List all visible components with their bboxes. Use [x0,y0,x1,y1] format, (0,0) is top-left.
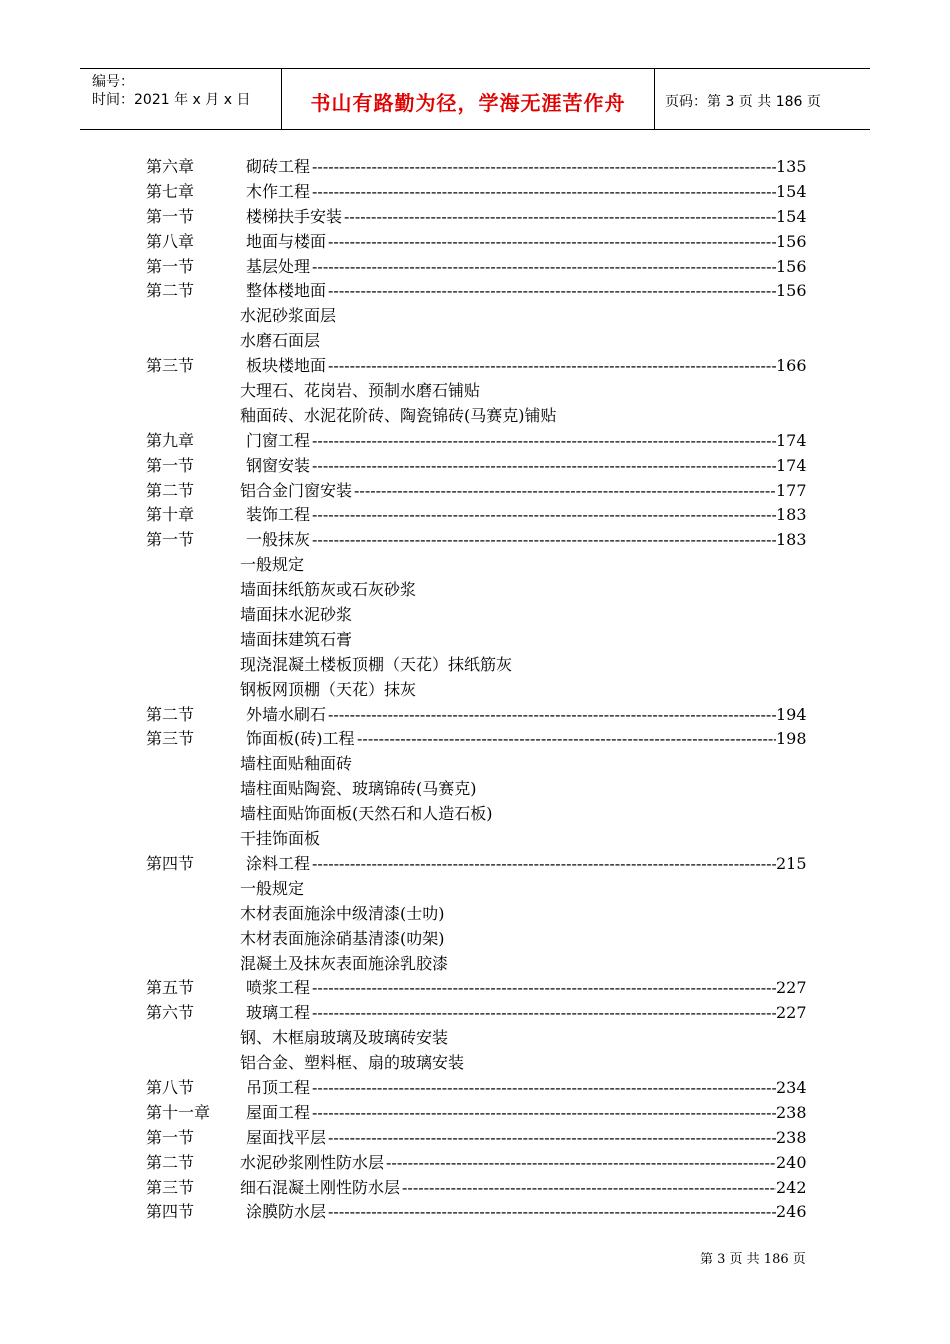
toc-leader-dashes [312,976,776,1001]
toc-entry-title: 门窗工程 [246,430,311,450]
toc-leader-dashes [312,852,776,877]
toc-sub-entry [0,752,950,777]
toc-entry-title: 铝合金门窗安装 [240,480,353,500]
toc-entry-title: 钢窗安装 [246,455,311,475]
toc-entry-title: 细石混凝土刚性防水层 [240,1177,401,1197]
toc-sub-entry [0,1026,950,1051]
toc-entry [0,180,950,205]
toc-page-number: 156 [776,256,807,276]
toc-page-number: 177 [776,480,807,500]
toc-page-number: 174 [776,430,807,450]
toc-page-number: 156 [776,281,807,301]
toc-sub-entry [0,553,950,578]
toc-leader-dashes [312,255,776,280]
toc-entry-title: 饰面板(砖)工程 [246,729,355,749]
toc-entry [0,1200,950,1225]
toc-sub-title: 墙柱面贴釉面砖 [240,754,353,774]
toc-leader-dashes [386,1151,776,1176]
toc-entry-label: 第一节 [146,206,195,226]
toc-entry-label: 第五节 [146,978,195,998]
toc-sub-title: 釉面砖、水泥花阶砖、陶瓷锦砖(马赛克)铺贴 [240,405,557,425]
toc-entry-title: 水泥砂浆刚性防水层 [240,1152,385,1172]
toc-entry-label: 第三节 [146,356,195,376]
toc-entry [0,205,950,230]
toc-entry-label: 第十章 [146,505,195,525]
toc-page-number: 227 [776,1003,807,1023]
toc-sub-entry [0,777,950,802]
toc-leader-dashes [328,354,776,379]
toc-sub-title: 水磨石面层 [240,331,321,351]
toc-leader-dashes [312,429,776,454]
toc-entry [0,1101,950,1126]
toc-leader-dashes [312,503,776,528]
toc-sub-title: 墙柱面贴饰面板(天然石和人造石板) [240,804,493,824]
toc-page-number: 166 [776,356,807,376]
toc-entry-label: 第二节 [146,281,195,301]
header-page-cell [655,69,870,129]
toc-sub-entry [0,603,950,628]
toc-sub-entry [0,329,950,354]
toc-sub-title: 墙面抹水泥砂浆 [240,605,353,625]
toc-sub-entry [0,877,950,902]
toc-page-number: 154 [776,181,807,201]
toc-leader-dashes [328,230,776,255]
toc-leader-dashes [312,1101,776,1126]
toc-entry-label: 第六章 [146,157,195,176]
toc-entry-label: 第一节 [146,455,195,475]
toc-sub-entry [0,628,950,653]
toc-entry [0,255,950,280]
toc-page-number: 234 [776,1077,807,1097]
toc-page-number: 227 [776,978,807,998]
toc-entry-label: 第一节 [146,256,195,276]
toc-entry [0,354,950,379]
toc-sub-title: 木材表面施涂中级清漆(士叻) [240,903,445,923]
toc-page-number: 183 [776,505,807,525]
toc-entry-title: 整体楼地面 [246,281,327,301]
toc-entry-title: 喷浆工程 [246,978,311,998]
toc-sub-title: 干挂饰面板 [240,829,321,849]
toc-entry [0,1076,950,1101]
table-of-contents [0,155,950,1225]
toc-sub-entry [0,952,950,977]
toc-sub-title: 大理石、花岗岩、预制水磨石铺贴 [240,381,481,401]
toc-sub-entry [0,653,950,678]
toc-leader-dashes [312,1001,776,1026]
page-header [80,68,870,130]
toc-entry [0,1126,950,1151]
toc-page-number: 198 [776,729,807,749]
toc-entry-title: 吊顶工程 [246,1077,311,1097]
page-footer: 第 3 页 共 186 页 [700,1252,806,1267]
toc-sub-entry [0,578,950,603]
toc-sub-title: 钢板网顶棚（天花）抹灰 [240,679,417,699]
toc-leader-dashes [328,703,776,728]
toc-entry-label: 第七章 [146,181,195,201]
toc-entry [0,429,950,454]
toc-page-number: 242 [776,1177,807,1197]
toc-page-number: 240 [776,1152,807,1172]
toc-entry-title: 地面与楼面 [246,231,327,251]
toc-page-number: 156 [776,231,807,251]
toc-leader-dashes [402,1176,776,1201]
header-slogan: 书山有路勤为径，学海无涯苦作舟 [310,91,626,115]
toc-page-number: 246 [776,1202,807,1222]
toc-entry [0,454,950,479]
toc-entry [0,1176,950,1201]
toc-page-number: 183 [776,530,807,550]
toc-leader-dashes [357,727,776,752]
toc-leader-dashes [328,1200,776,1225]
toc-entry-title: 外墙水刷石 [246,704,327,724]
toc-page-number: 194 [776,704,807,724]
toc-entry-title: 楼梯扶手安装 [246,206,343,226]
toc-sub-entry [0,927,950,952]
toc-entry-label: 第八节 [146,1077,195,1097]
header-info-cell [80,69,280,129]
toc-entry-label: 第三节 [146,729,195,749]
toc-page-number: 135 [776,157,807,176]
toc-entry [0,727,950,752]
toc-page-number: 154 [776,206,807,226]
document-number-label: 编号： [92,74,134,90]
toc-entry-label: 第十一章 [146,1102,211,1122]
header-slogan-cell [281,69,655,129]
toc-entry [0,230,950,255]
toc-sub-title: 混凝土及抹灰表面施涂乳胶漆 [240,953,449,973]
toc-entry [0,852,950,877]
toc-entry-title: 一般抹灰 [246,530,311,550]
toc-entry [0,703,950,728]
toc-entry-title: 屋面工程 [246,1102,311,1122]
header-page-info: 页码：第 3 页 共 186 页 [665,94,821,110]
toc-page-number: 174 [776,455,807,475]
toc-entry-title: 板块楼地面 [246,356,327,376]
toc-entry-title: 涂料工程 [246,853,311,873]
toc-leader-dashes [354,479,776,504]
toc-leader-dashes [328,1126,776,1151]
toc-sub-entry [0,304,950,329]
toc-leader-dashes [344,205,776,230]
toc-entry-label: 第二节 [146,1152,195,1172]
toc-sub-title: 钢、木框扇玻璃及玻璃砖安装 [240,1028,449,1048]
toc-leader-dashes [312,180,776,205]
toc-entry-title: 砌砖工程 [246,157,311,176]
toc-sub-entry [0,678,950,703]
toc-entry-label: 第四节 [146,853,195,873]
toc-sub-title: 墙面抹纸筋灰或石灰砂浆 [240,580,417,600]
toc-entry-label: 第三节 [146,1177,195,1197]
toc-sub-entry [0,802,950,827]
toc-entry-label: 第八章 [146,231,195,251]
toc-sub-title: 一般规定 [240,555,305,575]
toc-leader-dashes [312,1076,776,1101]
toc-sub-title: 木材表面施涂硝基清漆(叻架) [240,928,445,948]
toc-entry-title: 木作工程 [246,181,311,201]
toc-entry-label: 第九章 [146,430,195,450]
toc-page-number: 215 [776,853,807,873]
toc-entry [0,1001,950,1026]
toc-entry [0,479,950,504]
toc-sub-title: 一般规定 [240,878,305,898]
toc-sub-title: 墙柱面贴陶瓷、玻璃锦砖(马赛克) [240,779,477,799]
toc-entry-title: 涂膜防水层 [246,1202,327,1222]
toc-entry-title: 屋面找平层 [246,1127,327,1147]
toc-entry-label: 第二节 [146,704,195,724]
toc-sub-entry [0,404,950,429]
toc-sub-entry [0,902,950,927]
toc-entry [0,279,950,304]
toc-leader-dashes [312,155,776,180]
toc-entry-label: 第六节 [146,1003,195,1023]
toc-entry-label: 第四节 [146,1202,195,1222]
toc-page-number: 238 [776,1127,807,1147]
toc-entry-label: 第二节 [146,480,195,500]
toc-sub-title: 铝合金、塑料框、扇的玻璃安装 [240,1053,465,1073]
toc-entry [0,528,950,553]
toc-entry [0,503,950,528]
toc-entry-title: 基层处理 [246,256,311,276]
toc-sub-entry [0,379,950,404]
toc-entry [0,1151,950,1176]
toc-entry-title: 装饰工程 [246,505,311,525]
toc-entry-label: 第一节 [146,1127,195,1147]
toc-leader-dashes [312,528,776,553]
toc-entry-label: 第一节 [146,530,195,550]
toc-page-number: 238 [776,1102,807,1122]
toc-sub-title: 墙面抹建筑石膏 [240,629,353,649]
toc-entry-title: 玻璃工程 [246,1003,311,1023]
document-time-label: 时间：2021 年 x 月 x 日 [92,92,251,108]
toc-entry [0,155,950,180]
toc-leader-dashes [328,279,776,304]
toc-sub-title: 水泥砂浆面层 [240,306,337,326]
toc-sub-entry [0,1051,950,1076]
toc-leader-dashes [312,454,776,479]
toc-sub-entry [0,827,950,852]
toc-sub-title: 现浇混凝土楼板顶棚（天花）抹纸筋灰 [240,654,513,674]
toc-entry [0,976,950,1001]
